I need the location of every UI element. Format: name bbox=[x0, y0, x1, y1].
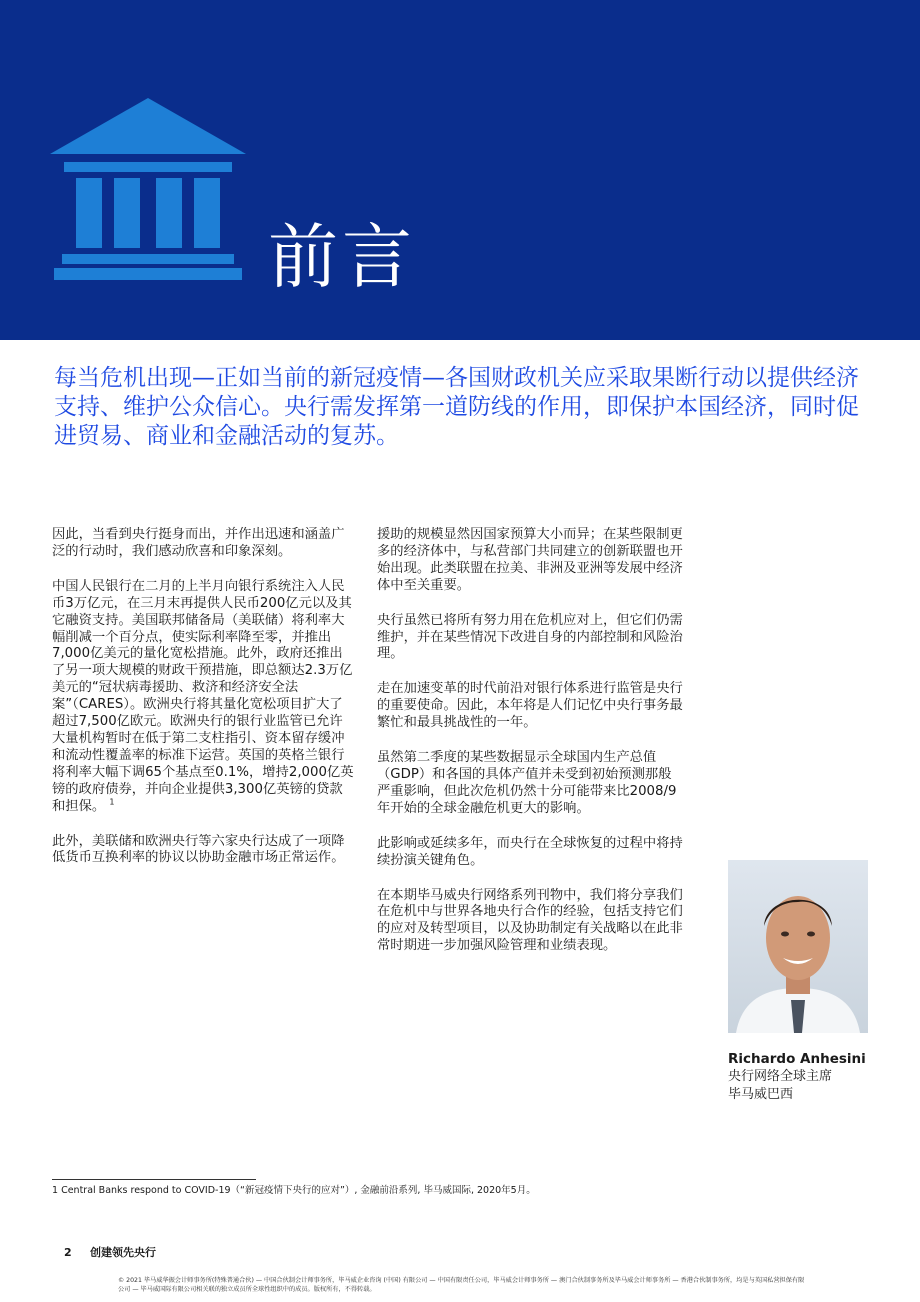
body-paragraph: 走在加速变革的时代前沿对银行体系进行监管是央行的重要使命。因此，本年将是人们记忆中央行事务最繁忙和最具挑战性的一年。 bbox=[377, 681, 683, 731]
footnote-divider bbox=[52, 1179, 256, 1180]
body-paragraph: 援助的规模显然因国家预算大小而异；在某些限制更多的经济体中，与私营部门共同建立的创新联盟也开始出现。此类联盟在拉美、非洲及亚洲等发展中经济体中至关重要。 bbox=[377, 527, 683, 593]
page-number: 2 bbox=[64, 1246, 72, 1259]
page-footer bbox=[64, 1246, 156, 1260]
body-paragraph: 此外，美联储和欧洲央行等六家央行达成了一项降低货币互换利率的协议以协助金融市场正常运作。 bbox=[52, 833, 345, 866]
body-paragraph bbox=[52, 579, 354, 816]
body-paragraph: 因此，当看到央行挺身而出，并作出迅速和涵盖广泛的行动时，我们感动欣喜和印象深刻。 bbox=[52, 527, 345, 559]
legal-notice: © 2021 毕马威华振会计师事务所(特殊普通合伙) — 中国合伙制会计师事务所，毕马威企业咨询 (中国) 有限公司 — 中国有限责任公司，毕马威会计师事务所 — 澳门合伙制事务所及毕马威会计师事务所 — 香港合伙制事务所，均是与英国私营担保有限公司 — 毕马威国际有限公司相关联的独立成员所全球性组织中的成员。版权所有，不得转载。 bbox=[118, 1277, 805, 1293]
person-name: Richardo Anhesini bbox=[728, 1051, 866, 1067]
page-title: 前言 bbox=[268, 215, 416, 298]
body-paragraph-text: 中国人民银行在二月的上半月向银行系统注入人民币3万亿元，在三月末再提供人民币200亿元以及其它融资支持。美国联邦储备局（美联储）将利率大幅削减一个百分点，使实际利率降至零，并推出7,000亿美元的量化宽松措施。此外，政府还推出了另一项大规模的财政干预措施，即总额达2.3万亿美元的“冠状病毒援助、救济和经济安全法案”（CARES）。欧洲央行将其量化宽松项目扩大了超过7,500亿欧元。欧洲央行的银行业监管已允许大量机构暂时在低于第二支柱指引、资本留存缓冲和流动性覆盖率的标准下运营。英国的英格兰银行将利率大幅下调65个基点至0.1%，增持2,000亿英镑的政府债券，并向企业提供3,300亿英镑的贷款和担保。 bbox=[52, 578, 354, 814]
body-left-column bbox=[52, 527, 354, 885]
person-caption bbox=[728, 1050, 898, 1104]
body-paragraph: 在本期毕马威央行网络系列刊物中，我们将分享我们在危机中与世界各地央行合作的经验，包括支持它们的应对及转型项目，以及协助制定有关战略以在此非常时期进一步加强风险管理和业绩表现。 bbox=[377, 887, 683, 954]
body-paragraph: 央行虽然已将所有努力用在危机应对上，但它们仍需维护，并在某些情况下改进自身的内部控制和风险治理。 bbox=[377, 612, 683, 662]
bank-building-icon bbox=[50, 98, 246, 280]
section-title: 创建领先央行 bbox=[90, 1246, 156, 1259]
body-right-column bbox=[377, 527, 683, 973]
footnote: 1 Central Banks respond to COVID-19（“新冠疫情下央行的应对”）, 金融前沿系列, 毕马威国际, 2020年5月。 bbox=[52, 1185, 536, 1196]
intro-paragraph: 每当危机出现—正如当前的新冠疫情—各国财政机关应采取果断行动以提供经济支持、维护公众信心。央行需发挥第一道防线的作用，即保护本国经济，同时促进贸易、商业和金融活动的复苏。 bbox=[54, 365, 859, 449]
person-org: 毕马威巴西 bbox=[728, 1087, 794, 1102]
portrait-photo bbox=[728, 860, 868, 1033]
person-role: 央行网络全球主席 bbox=[728, 1069, 833, 1084]
header-banner bbox=[0, 0, 920, 340]
body-paragraph: 虽然第二季度的某些数据显示全球国内生产总值（GDP）和各国的具体产值并未受到初始预测那般严重影响，但此次危机仍然十分可能带来比2008/9年开始的全球金融危机更大的影响。 bbox=[377, 750, 677, 816]
footnote-marker: 1 bbox=[109, 797, 115, 807]
body-paragraph: 此影响或延续多年，而央行在全球恢复的过程中将持续扮演关键角色。 bbox=[377, 835, 683, 868]
